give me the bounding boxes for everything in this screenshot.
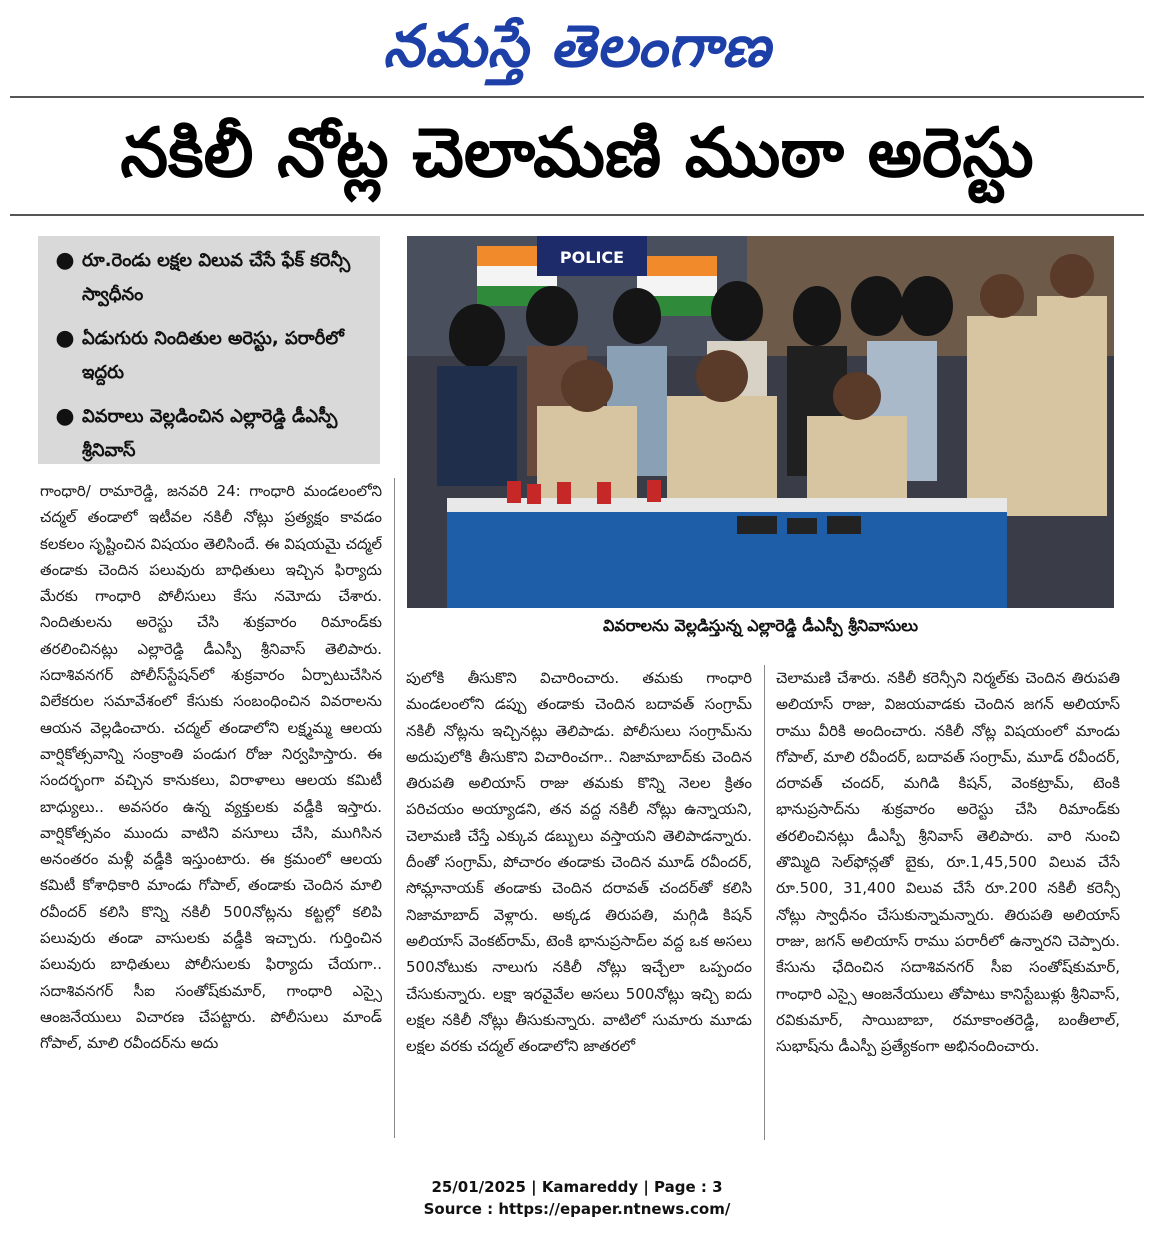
masthead-rule [10,96,1144,98]
article-column-2: పులోకి తీసుకొని విచారించారు. తమకు గాంధారి మండలంలోని డప్పు తండాకు చెందిన బదావత్ సంగ్రామ్ నకిలీ నోట్లను ఇచ్చినట్లు తెలిపాడు. పోలీసులు సంగ్రామ్‌ను అదుపులోకి తీసుకొని విచారించగా.. నిజామాబాద్‌కు చెందిన తిరుపతి అలియాస్ రాజు తమకు కొన్ని నెలల క్రితం పరిచయం అయ్యాడని, తన వద్ద నకిలీ నోట్లు ఉన్నాయని, చెలామణి చేస్తే ఎక్కువ డబ్బులు వస్తాయని తెలిపాడన్నారు. దీంతో సంగ్రామ్, పోచారం తండాకు చెందిన మూడ్ రవీందర్, సోమ్లానాయక్ తండాకు చెందిన దరావత్ చందర్‌తో కలిసి నిజామాబాద్ వెళ్లారు. అక్కడ తిరుపతి, మగ్గిడి కిషన్ అలియాస్ వెంకట్‌రామ్, టెంకి భానుప్రసాద్‌ల వద్ద ఒక అసలు 500నోటుకు నాలుగు నకిలీ నోట్లు ఇచ్చేలా ఒప్పందం చేసుకున్నారు. లక్షా ఇరవైవేల అసలు 500నోట్లు ఇచ్చి ఐదు లక్షల నకిలీ నోట్లు తీసుకున్నారు. వాటిలో సుమారు మూడు లక్షల వరకు చద్మల్ తండాలోని జాతరలో [406,669,752,1056]
newspaper-masthead: నమస్తే తెలంగాణ [383,12,771,80]
highlight-item [48,400,370,468]
bullet-icon: ● [55,404,75,429]
bullet-icon: ● [55,326,75,351]
column-divider [764,665,765,1140]
press-meet-photo [407,236,1114,608]
article-headline: నకిలీ నోట్ల చెలామణి ముఠా అరెస్టు [120,114,1034,193]
highlight-text: రూ.రెండు లక్షల విలువ చేసే ఫేక్ కరెన్సీ స్వాధీనం [82,250,351,305]
article-column-3: చెలామణి చేశారు. నకిలీ కరెన్సీని నిర్మల్‌కు చెందిన తిరుపతి అలియాస్ రాజు, విజయవాడకు చెందిన జగన్ అలియాస్ రాము వీరికి అందించారు. నకిలీ నోట్ల విషయంలో మాండు గోపాల్, మాలి రవీందర్, బదావత్ సంగ్రామ్, మూడ్ రవీందర్, దరావత్ చందర్, మగిడి కిషన్, వెంకట్రామ్, టెంకి భానుప్రసాద్‌ను శుక్రవారం అరెస్టు చేసి రిమాండ్‌కు తరలించినట్లు డీఎస్పీ శ్రీనివాస్ తెలిపారు. వారి నుంచి తొమ్మిది సెల్‌ఫోన్లతో బైకు, రూ.1,45,500 విలువ చేసే రూ.500, 31,400 విలువ చేసే రూ.200 నకిలీ కరెన్సీ నోట్లు స్వాధీనం చేసుకున్నామన్నారు. తిరుపతి అలియాస్ రాజు, జగన్ అలియాస్ రాము పరారీలో ఉన్నారని చెప్పారు. కేసును ఛేదించిన సదాశివనగర్ సీఐ సంతోష్‌కుమార్, గాంధారి ఎస్సై ఆంజనేయులు తోపాటు కానిస్టేబుళ్లు శ్రీనివాస్, రవికుమార్, సాయిబాబా, రమాకాంతరెడ్డి, బంతీలాల్, సుభాష్‌ను డీఎస్పీ ప్రత్యేకంగా అభినందించారు. [776,669,1120,1056]
photo-banner-text: POLICE [559,248,625,267]
highlight-item [48,244,370,312]
footer-edition-info: 25/01/2025 | Kamareddy | Page : 3 [431,1178,723,1196]
bullet-icon: ● [55,248,75,273]
highlight-text: ఏడుగురు నిందితుల అరెస్టు, పరారీలో ఇద్దరు [82,328,344,383]
footer-source-link[interactable]: Source : https://epaper.ntnews.com/ [423,1200,731,1218]
article-column-1: గాంధారి/ రామారెడ్డి, జనవరి 24: గాంధారి మండలంలోని చద్మల్ తండాలో ఇటీవల నకిలీ నోట్లు ప్రత్యక్షం కావడం కలకలం సృష్టించిన విషయం తెలిసిందే. ఈ విషయమై చద్మల్ తండాకు చెందిన పలువురు బాధితులు ఇచ్చిన ఫిర్యాదు మేరకు గాంధారి పోలీసులు కేసు నమోదు చేశారు. నిందితులను అరెస్టు చేసి శుక్రవారం రిమాండ్‌కు తరలించినట్లు ఎల్లారెడ్డి డీఎస్పీ శ్రీనివాస్ తెలిపారు. సదాశివనగర్ పోలీస్‌స్టేషన్‌లో శుక్రవారం ఏర్పాటుచేసిన విలేకరుల సమావేశంలో కేసుకు సంబంధించిన వివరాలను ఆయన వెల్లడించారు. చద్మల్ తండాలోని లక్ష్మమ్మ ఆలయ వార్షికోత్సవాన్ని సంక్రాంతి పండుగ రోజు నిర్వహిస్తారు. ఈ సందర్భంగా వచ్చిన కానుకలు, విరాళాలు ఆలయ కమిటీ బాధ్యులు.. అవసరం ఉన్న వ్యక్తులకు వడ్డీకి ఇస్తారు. వార్షికోత్సవం ముందు వాటిని వసూలు చేసి, ముగిసిన అనంతరం మళ్లీ వడ్డీకి ఇస్తుంటారు. ఈ క్రమంలో ఆలయ కమిటీ కోశాధికారి మాండు గోపాల్, తండాకు చెందిన మాలి రవీందర్ కలిసి కొన్ని నకిలీ 500నోట్లను కట్టల్లో కలిపి పలువురు తండా వాసులకు వడ్డీకి ఇచ్చారు. గుర్తించిన పలువురు బాధితులు పోలీసులకు ఫిర్యాదు చేయగా.. సదాశివనగర్ సీఐ సంతోష్‌కుమార్, గాంధారి ఎస్సై ఆంజనేయులు విచారణ చేపట్టారు. పోలీసులు మాండ్ గోపాల్, మాలి రవీందర్‌ను అదు [40,482,382,1053]
highlights-box [38,236,380,464]
headline-rule [10,214,1144,216]
photo-caption: వివరాలను వెల్లడిస్తున్న ఎల్లారెడ్డి డీఎస్పీ శ్రీనివాసులు [602,616,919,635]
highlight-text: వివరాలు వెల్లడించిన ఎల్లారెడ్డి డీఎస్పీ శ్రీనివాస్ [82,406,338,461]
press-meet-illustration [407,236,1114,608]
highlight-item [48,322,370,390]
column-divider [394,478,395,1138]
